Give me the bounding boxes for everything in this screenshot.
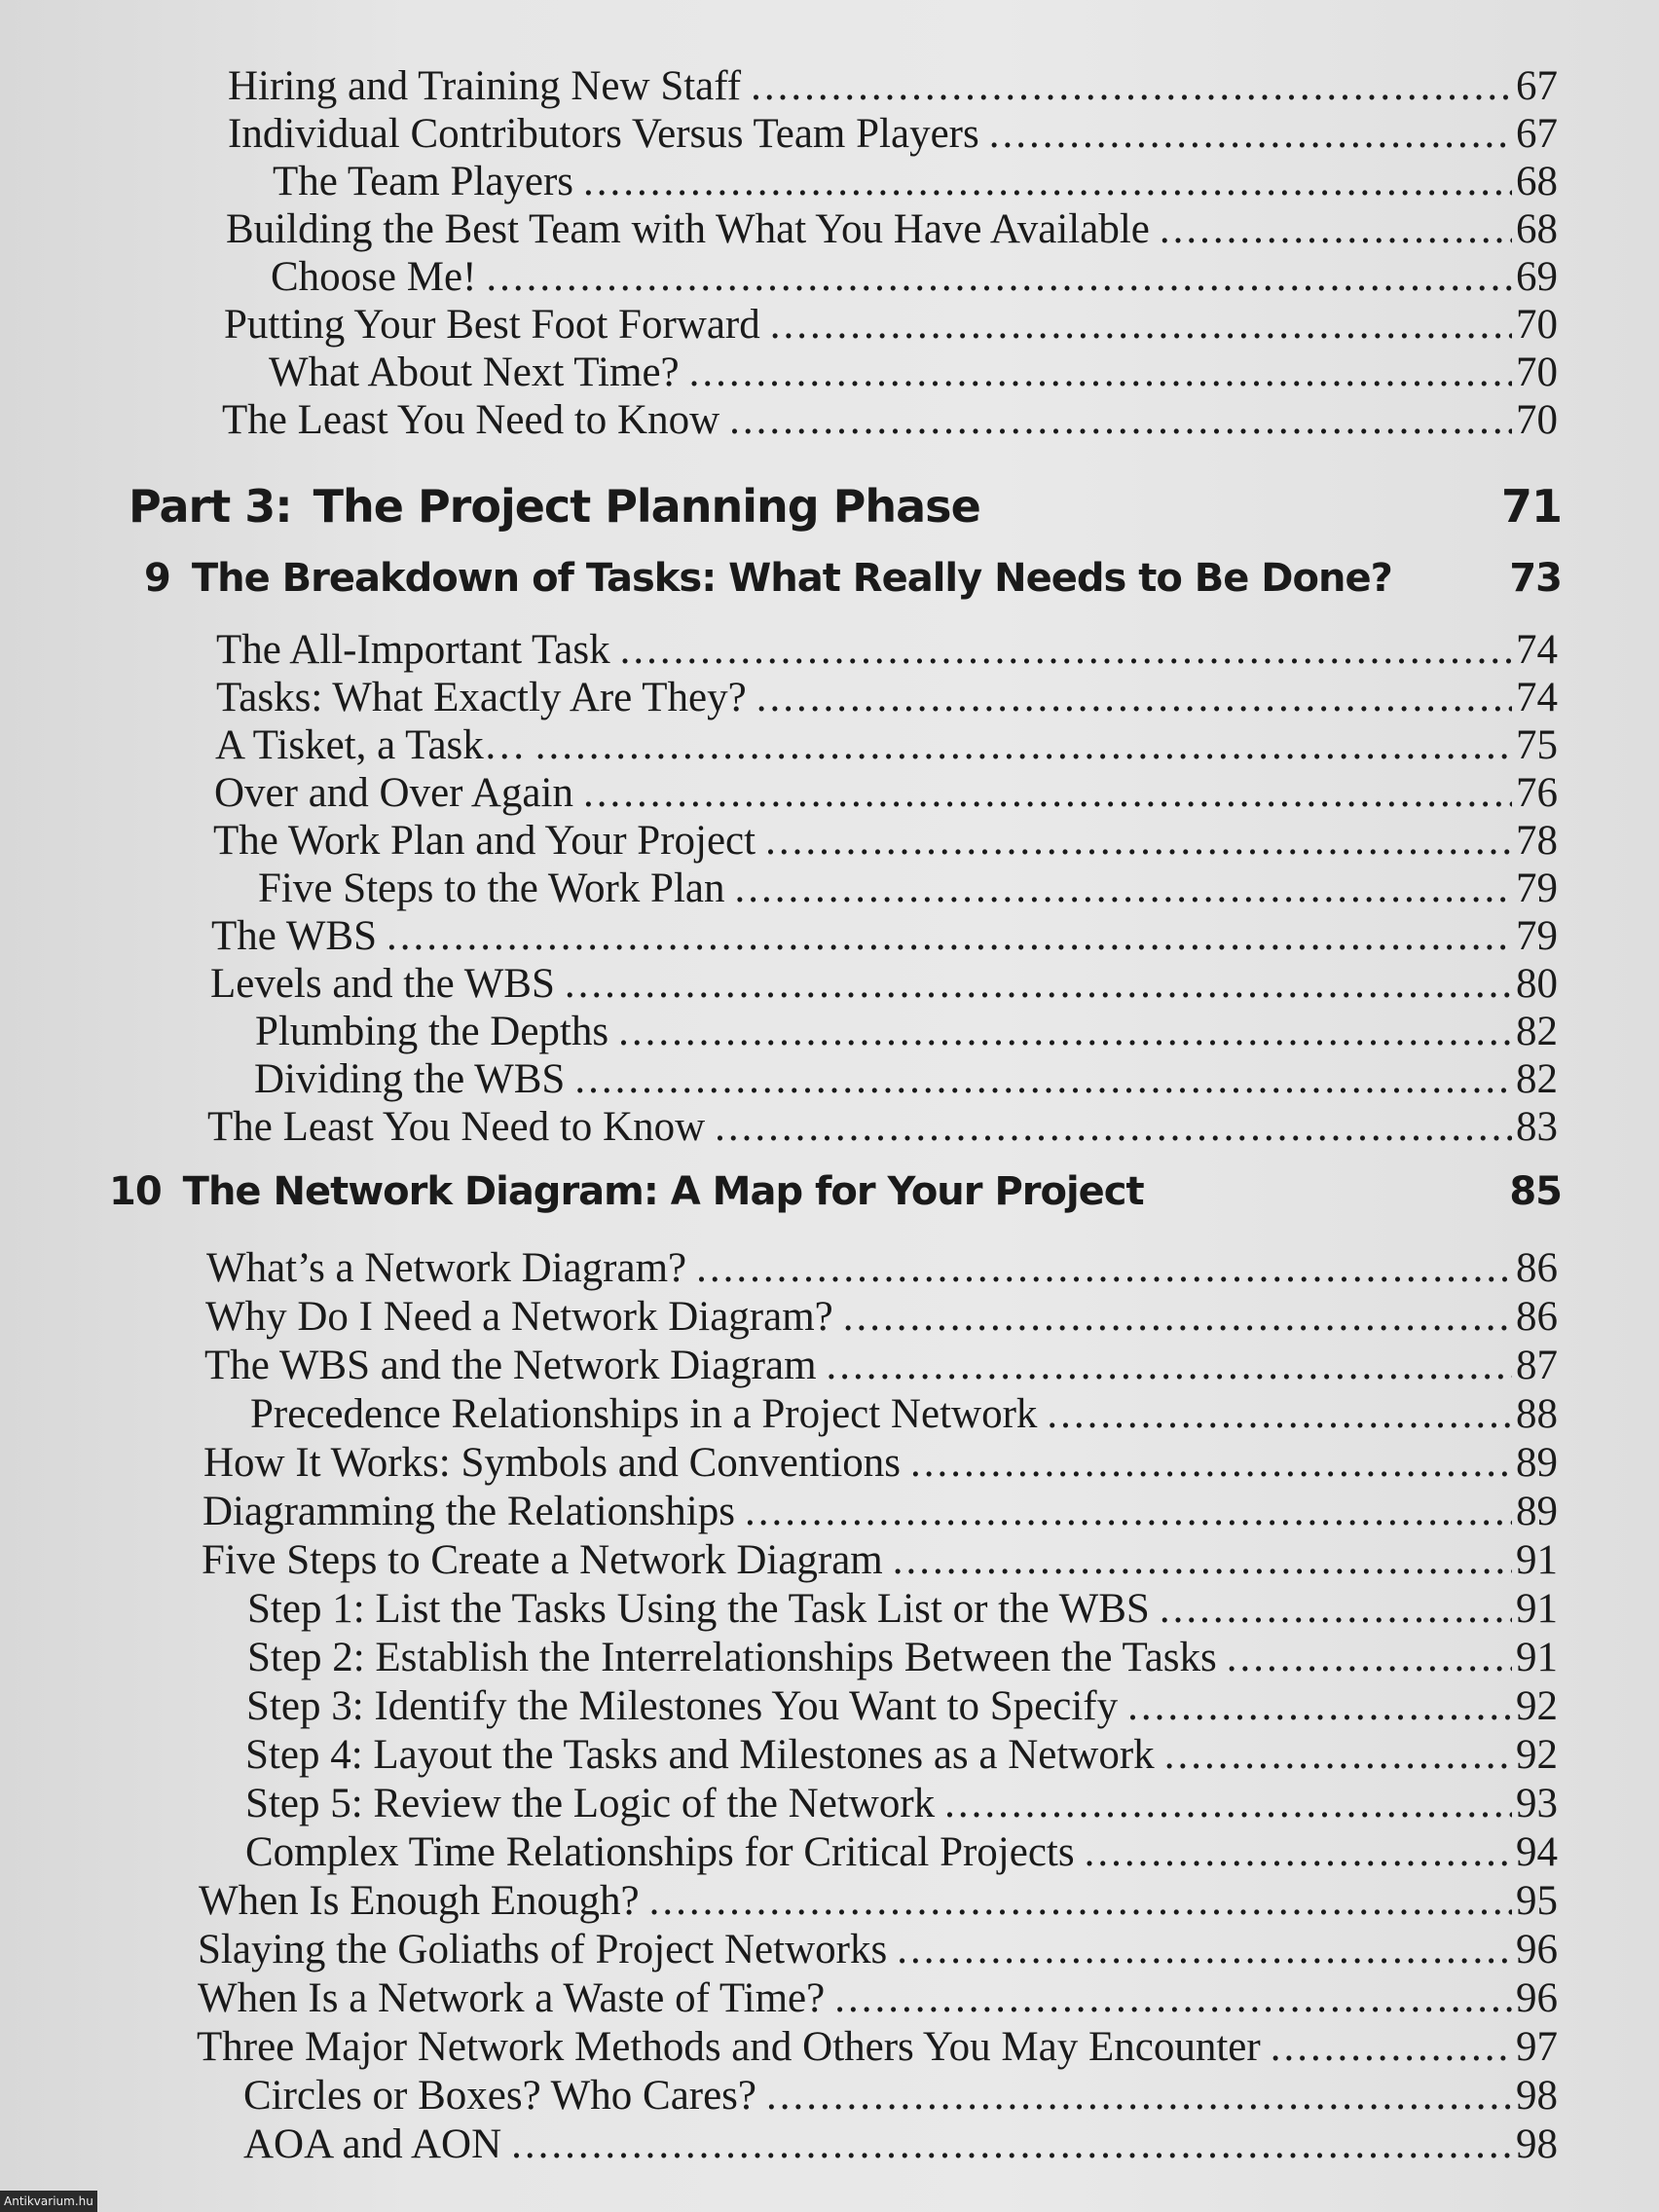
toc-entry bbox=[222, 396, 1558, 445]
toc-entry-title: Diagramming the Relationships bbox=[203, 1489, 735, 1534]
toc-entry-page: 87 bbox=[1516, 1343, 1558, 1388]
part-label: Part 3: bbox=[129, 480, 292, 533]
toc-entry-title: Precedence Relationships in a Project Network bbox=[250, 1391, 1038, 1437]
dot-leader bbox=[574, 1055, 1512, 1104]
toc-entry-title: What’s a Network Diagram? bbox=[206, 1245, 687, 1291]
toc-entry-page: 96 bbox=[1516, 1927, 1558, 1972]
toc-entry-page: 98 bbox=[1516, 2121, 1558, 2167]
toc-entry-page: 96 bbox=[1516, 1975, 1558, 2021]
dot-leader bbox=[715, 1103, 1512, 1152]
toc-entry-page: 67 bbox=[1516, 63, 1558, 109]
dot-leader bbox=[649, 1877, 1512, 1926]
toc-entry-page: 80 bbox=[1516, 961, 1558, 1007]
toc-entry bbox=[213, 817, 1558, 866]
dot-leader bbox=[827, 1342, 1512, 1390]
toc-entry-page: 86 bbox=[1516, 1294, 1558, 1340]
toc-entry bbox=[224, 301, 1558, 350]
toc-entry-page: 88 bbox=[1516, 1391, 1558, 1437]
toc-entry-title: Slaying the Goliaths of Project Networks bbox=[198, 1927, 888, 1972]
toc-entry-title: Individual Contributors Versus Team Players bbox=[228, 111, 979, 157]
dot-leader bbox=[1164, 1731, 1512, 1780]
toc-entry-page: 92 bbox=[1516, 1683, 1558, 1729]
toc-entry-title: Dividing the WBS bbox=[254, 1056, 566, 1102]
chapter-heading bbox=[144, 553, 1562, 604]
toc-entry-page: 74 bbox=[1516, 675, 1558, 720]
dot-leader bbox=[1160, 1585, 1512, 1634]
toc-entry bbox=[214, 769, 1558, 818]
toc-entry-page: 89 bbox=[1516, 1489, 1558, 1534]
toc-entry-title: The All-Important Task bbox=[216, 627, 610, 673]
toc-entry-title: What About Next Time? bbox=[269, 350, 680, 395]
toc-entry bbox=[246, 1682, 1558, 1731]
toc-entry-title: When Is Enough Enough? bbox=[199, 1878, 640, 1924]
toc-entry-title: Over and Over Again bbox=[214, 770, 573, 816]
toc-entry bbox=[258, 865, 1558, 913]
toc-entry bbox=[205, 1293, 1558, 1342]
dot-leader bbox=[1271, 2023, 1512, 2072]
toc-entry-title: Step 1: List the Tasks Using the Task List or the WBS bbox=[247, 1586, 1150, 1632]
toc-entry-page: 94 bbox=[1516, 1829, 1558, 1875]
toc-entry-page: 70 bbox=[1516, 397, 1558, 443]
toc-entry bbox=[216, 626, 1558, 675]
toc-entry-title: The WBS and the Network Diagram bbox=[204, 1343, 817, 1388]
dot-leader bbox=[745, 1488, 1512, 1536]
toc-entry-title: Plumbing the Depths bbox=[255, 1009, 609, 1054]
toc-entry-page: 78 bbox=[1516, 818, 1558, 864]
toc-entry bbox=[245, 1780, 1558, 1828]
dot-leader bbox=[735, 865, 1513, 913]
toc-entry bbox=[245, 1731, 1558, 1780]
toc-entry-page: 95 bbox=[1516, 1878, 1558, 1924]
dot-leader bbox=[583, 158, 1512, 206]
dot-leader bbox=[751, 62, 1512, 111]
dot-leader bbox=[770, 301, 1512, 350]
dot-leader bbox=[766, 2072, 1512, 2120]
toc-entry bbox=[247, 1634, 1558, 1682]
toc-entry bbox=[273, 158, 1558, 206]
toc-entry-page: 82 bbox=[1516, 1009, 1558, 1054]
toc-entry-title: When Is a Network a Waste of Time? bbox=[198, 1975, 826, 2021]
toc-entry-title: Five Steps to the Work Plan bbox=[258, 866, 725, 911]
part-title: The Project Planning Phase bbox=[313, 480, 980, 533]
toc-entry-title: The Team Players bbox=[273, 159, 574, 204]
toc-entry-title: Levels and the WBS bbox=[210, 961, 555, 1007]
dot-leader bbox=[834, 1974, 1512, 2023]
toc-entry-page: 67 bbox=[1516, 111, 1558, 157]
toc-entry-page: 91 bbox=[1516, 1635, 1558, 1680]
toc-entry-page: 68 bbox=[1516, 206, 1558, 252]
toc-entry bbox=[228, 62, 1558, 111]
dot-leader bbox=[1227, 1634, 1512, 1682]
toc-entry-title: Putting Your Best Foot Forward bbox=[224, 302, 760, 348]
toc-entry-title: Five Steps to Create a Network Diagram bbox=[202, 1537, 883, 1583]
dot-leader bbox=[1047, 1390, 1512, 1439]
toc-entry bbox=[198, 1926, 1558, 1974]
toc-entry bbox=[203, 1439, 1558, 1488]
toc-entry-page: 92 bbox=[1516, 1732, 1558, 1778]
toc-entry bbox=[203, 1488, 1558, 1536]
toc-entry-title: Complex Time Relationships for Critical Projects bbox=[245, 1829, 1075, 1875]
toc-entry-title: AOA and AON bbox=[243, 2121, 502, 2167]
dot-leader bbox=[696, 1244, 1512, 1293]
toc-entry-page: 68 bbox=[1516, 159, 1558, 204]
toc-entry bbox=[254, 1055, 1558, 1104]
toc-entry-title: Choose Me! bbox=[271, 254, 477, 300]
dot-leader bbox=[535, 721, 1512, 770]
dot-leader bbox=[765, 817, 1512, 866]
toc-entry-page: 91 bbox=[1516, 1586, 1558, 1632]
toc-entry-title: Three Major Network Methods and Others You May Encounter bbox=[197, 2024, 1261, 2070]
chapter-page: 85 bbox=[1509, 1169, 1562, 1214]
chapter-title: The Network Diagram: A Map for Your Project bbox=[182, 1169, 1144, 1214]
chapter-title: The Breakdown of Tasks: What Really Needs to Be Done? bbox=[191, 556, 1392, 601]
toc-entry-page: 76 bbox=[1516, 770, 1558, 816]
toc-entry bbox=[245, 1828, 1558, 1877]
dot-leader bbox=[486, 253, 1512, 302]
dot-leader bbox=[1160, 205, 1512, 254]
toc-entry-page: 89 bbox=[1516, 1440, 1558, 1486]
toc-entry bbox=[198, 1974, 1558, 2023]
toc-entry-title: Why Do I Need a Network Diagram? bbox=[205, 1294, 833, 1340]
toc-entry bbox=[247, 1585, 1558, 1634]
toc-entry-page: 91 bbox=[1516, 1537, 1558, 1583]
toc-entry-title: Building the Best Team with What You Have Available bbox=[226, 206, 1150, 252]
toc-entry-page: 70 bbox=[1516, 350, 1558, 395]
chapter-number: 10 bbox=[109, 1169, 162, 1214]
toc-entry bbox=[226, 205, 1558, 254]
toc-entry-page: 79 bbox=[1516, 913, 1558, 959]
toc-entry bbox=[210, 960, 1558, 1009]
toc-entry-page: 97 bbox=[1516, 2024, 1558, 2070]
toc-entry bbox=[255, 1008, 1558, 1056]
toc-entry-title: How It Works: Symbols and Conventions bbox=[203, 1440, 902, 1486]
toc-entry-title: A Tisket, a Task… bbox=[215, 722, 526, 768]
toc-entry-page: 83 bbox=[1516, 1104, 1558, 1150]
chapter-page: 73 bbox=[1509, 556, 1562, 601]
toc-entry bbox=[202, 1536, 1558, 1585]
dot-leader bbox=[944, 1780, 1512, 1828]
toc-entry-page: 75 bbox=[1516, 722, 1558, 768]
chapter-number: 9 bbox=[144, 556, 170, 601]
toc-entry bbox=[243, 2072, 1558, 2120]
toc-entry bbox=[243, 2120, 1558, 2169]
dot-leader bbox=[843, 1293, 1512, 1342]
toc-entry-title: Step 5: Review the Logic of the Network bbox=[245, 1781, 936, 1826]
toc-entry bbox=[211, 912, 1558, 961]
toc-entry-page: 74 bbox=[1516, 627, 1558, 673]
dot-leader bbox=[618, 1008, 1512, 1056]
toc-entry-page: 69 bbox=[1516, 254, 1558, 300]
toc-entry bbox=[199, 1877, 1558, 1926]
watermark: Antikvarium.hu bbox=[0, 2191, 97, 2212]
toc-entry-page: 79 bbox=[1516, 866, 1558, 911]
chapter-heading bbox=[109, 1166, 1562, 1217]
dot-leader bbox=[729, 396, 1512, 445]
toc-entry-title: Step 3: Identify the Milestones You Want to Specify bbox=[246, 1683, 1119, 1729]
toc-entry-title: Circles or Boxes? Who Cares? bbox=[243, 2073, 757, 2119]
toc-entry bbox=[216, 674, 1558, 722]
toc-entry bbox=[228, 110, 1558, 159]
dot-leader bbox=[689, 349, 1512, 397]
toc-entry-title: The Least You Need to Know bbox=[207, 1104, 706, 1150]
dot-leader bbox=[893, 1536, 1512, 1585]
toc-entry bbox=[215, 721, 1558, 770]
toc-entry-title: The WBS bbox=[211, 913, 378, 959]
toc-entry-title: Step 4: Layout the Tasks and Milestones as a Network bbox=[245, 1732, 1155, 1778]
toc-entry-title: Step 2: Establish the Interrelationships Between the Tasks bbox=[247, 1635, 1217, 1680]
dot-leader bbox=[387, 912, 1512, 961]
toc-entry-title: The Work Plan and Your Project bbox=[213, 818, 756, 864]
toc-entry bbox=[197, 2023, 1558, 2072]
dot-leader bbox=[897, 1926, 1512, 1974]
part-heading bbox=[129, 479, 1562, 534]
dot-leader bbox=[910, 1439, 1512, 1488]
toc-entry bbox=[206, 1244, 1558, 1293]
dot-leader bbox=[989, 110, 1512, 159]
part-page: 71 bbox=[1500, 480, 1562, 533]
dot-leader bbox=[583, 769, 1512, 818]
toc-entry-title: The Least You Need to Know bbox=[222, 397, 720, 443]
dot-leader bbox=[620, 626, 1512, 675]
dot-leader bbox=[1085, 1828, 1512, 1877]
toc-entry-title: Tasks: What Exactly Are They? bbox=[216, 675, 747, 720]
dot-leader bbox=[511, 2120, 1512, 2169]
dot-leader bbox=[565, 960, 1512, 1009]
toc-entry-page: 70 bbox=[1516, 302, 1558, 348]
toc-entry-page: 86 bbox=[1516, 1245, 1558, 1291]
toc-entry-page: 93 bbox=[1516, 1781, 1558, 1826]
dot-leader bbox=[756, 674, 1512, 722]
toc-entry-page: 98 bbox=[1516, 2073, 1558, 2119]
toc-entry-title: Hiring and Training New Staff bbox=[228, 63, 742, 109]
toc-entry-page: 82 bbox=[1516, 1056, 1558, 1102]
toc-entry bbox=[207, 1103, 1558, 1152]
toc-entry bbox=[269, 349, 1558, 397]
toc-entry bbox=[271, 253, 1558, 302]
toc-entry bbox=[250, 1390, 1558, 1439]
toc-entry bbox=[204, 1342, 1558, 1390]
dot-leader bbox=[1127, 1682, 1512, 1731]
